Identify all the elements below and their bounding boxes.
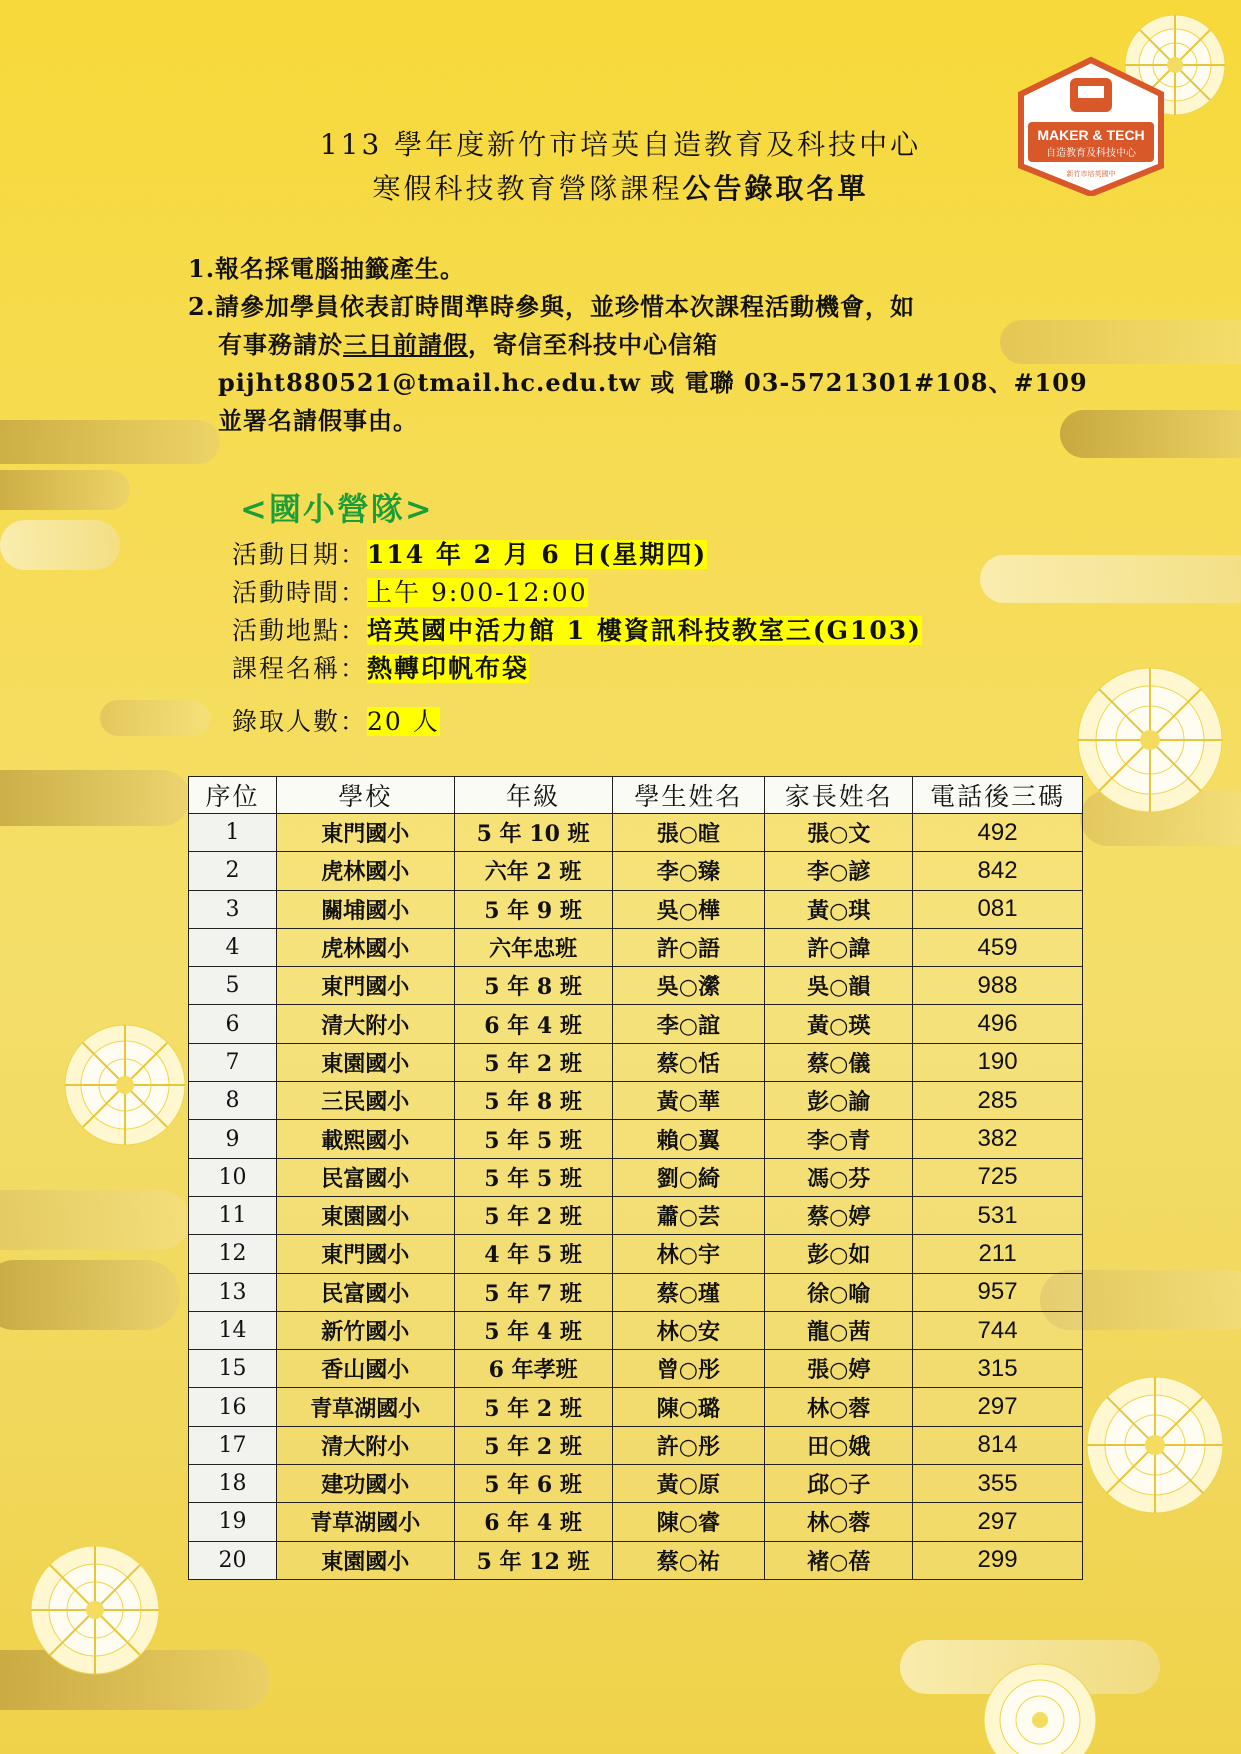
cell-school: 民富國小 [276, 1273, 454, 1311]
table-body [189, 814, 1083, 1580]
cell-parent: 張○文 [765, 814, 913, 852]
cell-parent: 馮○芬 [765, 1158, 913, 1196]
cell-student: 張○暄 [612, 814, 765, 852]
info-time: 活動時間：上午 9:00-12:00 [232, 578, 588, 607]
notice-item-2-line4: 並署名請假事由。 [218, 406, 418, 435]
cell-student: 陳○璐 [612, 1388, 765, 1426]
cell-grade: 5 年 5 班 [454, 1120, 612, 1158]
cell-parent: 龍○茜 [765, 1311, 913, 1349]
cell-student: 陳○睿 [612, 1503, 765, 1541]
cell-student: 吳○樺 [612, 890, 765, 928]
cell-grade: 4 年 5 班 [454, 1235, 612, 1273]
leave-deadline-text: 三日前請假 [343, 330, 468, 359]
table-row [189, 1273, 1083, 1311]
place-value: 培英國中活力館 1 樓資訊科技教室三(G103) [367, 616, 923, 645]
cell-phone: 988 [913, 967, 1083, 1005]
cloud-decoration [0, 770, 190, 826]
cell-school: 東園國小 [276, 1541, 454, 1579]
cell-student: 黃○原 [612, 1465, 765, 1503]
logo-brand-text: MAKER & TECH [1037, 127, 1145, 143]
cloud-decoration [980, 555, 1241, 603]
info-place: 活動地點：培英國中活力館 1 樓資訊科技教室三(G103) [232, 616, 923, 645]
logo-small-text: 新竹市培英國中 [1066, 170, 1116, 178]
cell-rank: 20 [189, 1541, 277, 1579]
col-header: 序位 [189, 777, 277, 814]
cell-parent: 李○諺 [765, 852, 913, 890]
cell-school: 青草湖國小 [276, 1388, 454, 1426]
col-header: 學校 [276, 777, 454, 814]
cell-student: 李○誼 [612, 1005, 765, 1043]
cell-phone: 492 [913, 814, 1083, 852]
cell-rank: 9 [189, 1120, 277, 1158]
cell-rank: 1 [189, 814, 277, 852]
cell-school: 青草湖國小 [276, 1503, 454, 1541]
cell-parent: 許○諱 [765, 928, 913, 966]
chrysanthemum-decoration [60, 1020, 190, 1150]
cell-rank: 5 [189, 967, 277, 1005]
cell-grade: 六年 2 班 [454, 852, 612, 890]
cell-school: 東園國小 [276, 1196, 454, 1234]
cell-student: 劉○綺 [612, 1158, 765, 1196]
cloud-decoration [0, 1260, 180, 1330]
cloud-decoration [1080, 790, 1241, 846]
cell-school: 新竹國小 [276, 1311, 454, 1349]
title-plain: 寒假科技教育營隊課程 [372, 172, 683, 205]
cell-student: 蕭○芸 [612, 1196, 765, 1234]
cell-parent: 黃○瑛 [765, 1005, 913, 1043]
count-value: 20 人 [367, 707, 440, 736]
cell-grade: 5 年 2 班 [454, 1388, 612, 1426]
cell-grade: 5 年 10 班 [454, 814, 612, 852]
info-date: 活動日期：114 年 2 月 6 日(星期四) [232, 540, 708, 569]
cell-student: 黃○華 [612, 1082, 765, 1120]
cell-parent: 李○青 [765, 1120, 913, 1158]
cell-phone: 496 [913, 1005, 1083, 1043]
cell-grade: 5 年 2 班 [454, 1426, 612, 1464]
cell-phone: 211 [913, 1235, 1083, 1273]
cell-grade: 5 年 2 班 [454, 1196, 612, 1234]
cell-rank: 11 [189, 1196, 277, 1234]
cell-student: 曾○彤 [612, 1350, 765, 1388]
time-value: 上午 9:00-12:00 [367, 578, 588, 607]
cell-phone: 315 [913, 1350, 1083, 1388]
table-row [189, 1465, 1083, 1503]
cell-student: 林○宇 [612, 1235, 765, 1273]
table-row [189, 814, 1083, 852]
cloud-decoration [900, 1640, 1160, 1694]
page-title-line1: 113 學年度新竹市培英自造教育及科技中心 [319, 128, 922, 161]
logo-subtitle-text: 自造教育及科技中心 [1046, 148, 1136, 159]
cell-phone: 190 [913, 1043, 1083, 1081]
chrysanthemum-decoration [1080, 1370, 1230, 1520]
cell-phone: 299 [913, 1541, 1083, 1579]
cell-phone: 725 [913, 1158, 1083, 1196]
cell-rank: 12 [189, 1235, 277, 1273]
notice-item-2: 2.請參加學員依表訂時間準時參與，並珍惜本次課程活動機會，如 [188, 292, 916, 321]
cell-rank: 14 [189, 1311, 277, 1349]
course-value: 熱轉印帆布袋 [367, 654, 530, 683]
cell-parent: 張○婷 [765, 1350, 913, 1388]
table-row [189, 852, 1083, 890]
table-row [189, 1005, 1083, 1043]
cell-rank: 10 [189, 1158, 277, 1196]
cell-rank: 2 [189, 852, 277, 890]
cell-phone: 459 [913, 928, 1083, 966]
contact-line[interactable]: pijht880521@tmail.hc.edu.tw 或 電聯 03-5721301#108、#109 [218, 368, 1088, 397]
table-row [189, 1388, 1083, 1426]
cell-school: 三民國小 [276, 1082, 454, 1120]
cell-grade: 5 年 8 班 [454, 967, 612, 1005]
cell-grade: 5 年 5 班 [454, 1158, 612, 1196]
cell-parent: 林○蓉 [765, 1503, 913, 1541]
cell-school: 清大附小 [276, 1426, 454, 1464]
table-row [189, 928, 1083, 966]
cell-school: 虎林國小 [276, 928, 454, 966]
table-row [189, 967, 1083, 1005]
notice-list [188, 250, 1088, 440]
cloud-decoration [0, 420, 220, 464]
cell-grade: 5 年 4 班 [454, 1311, 612, 1349]
cell-rank: 17 [189, 1426, 277, 1464]
cell-student: 蔡○瑾 [612, 1273, 765, 1311]
cell-phone: 842 [913, 852, 1083, 890]
cell-grade: 5 年 12 班 [454, 1541, 612, 1579]
notice-item-1: 1.報名採電腦抽籤產生。 [188, 254, 466, 283]
cell-phone: 957 [913, 1273, 1083, 1311]
cell-phone: 081 [913, 890, 1083, 928]
cell-phone: 814 [913, 1426, 1083, 1464]
cloud-decoration [0, 470, 130, 510]
table-row [189, 1158, 1083, 1196]
cell-student: 許○語 [612, 928, 765, 966]
col-header: 年級 [454, 777, 612, 814]
cell-parent: 田○娥 [765, 1426, 913, 1464]
col-header: 學生姓名 [612, 777, 765, 814]
table-header-row [189, 777, 1083, 814]
col-header: 家長姓名 [765, 777, 913, 814]
cell-rank: 4 [189, 928, 277, 966]
cell-school: 關埔國小 [276, 890, 454, 928]
cell-rank: 16 [189, 1388, 277, 1426]
cell-parent: 吳○韻 [765, 967, 913, 1005]
cell-student: 賴○翼 [612, 1120, 765, 1158]
cell-grade: 5 年 7 班 [454, 1273, 612, 1311]
cell-student: 李○臻 [612, 852, 765, 890]
cloud-decoration [0, 1190, 190, 1250]
table-row [189, 1196, 1083, 1234]
cell-school: 建功國小 [276, 1465, 454, 1503]
cell-phone: 744 [913, 1311, 1083, 1349]
cell-grade: 5 年 2 班 [454, 1043, 612, 1081]
cell-student: 蔡○祐 [612, 1541, 765, 1579]
table-row [189, 1541, 1083, 1579]
cell-rank: 7 [189, 1043, 277, 1081]
title-bold: 公告錄取名單 [682, 172, 869, 205]
table-row [189, 1235, 1083, 1273]
cell-school: 東門國小 [276, 967, 454, 1005]
cell-school: 東門國小 [276, 1235, 454, 1273]
table-row [189, 1311, 1083, 1349]
cell-parent: 蔡○婷 [765, 1196, 913, 1234]
notice-item-2-line2: 有事務請於三日前請假，寄信至科技中心信箱 [218, 330, 718, 359]
cell-rank: 3 [189, 890, 277, 928]
cell-rank: 13 [189, 1273, 277, 1311]
cell-student: 林○安 [612, 1311, 765, 1349]
cell-phone: 297 [913, 1388, 1083, 1426]
cell-school: 香山國小 [276, 1350, 454, 1388]
col-header: 電話後三碼 [913, 777, 1083, 814]
cell-rank: 15 [189, 1350, 277, 1388]
cell-grade: 5 年 6 班 [454, 1465, 612, 1503]
cell-parent: 黃○琪 [765, 890, 913, 928]
cell-parent: 徐○喻 [765, 1273, 913, 1311]
cell-rank: 18 [189, 1465, 277, 1503]
cell-parent: 彭○諭 [765, 1082, 913, 1120]
cell-grade: 5 年 8 班 [454, 1082, 612, 1120]
cloud-decoration [0, 520, 120, 570]
cell-school: 清大附小 [276, 1005, 454, 1043]
table-row [189, 1503, 1083, 1541]
table-row [189, 1082, 1083, 1120]
cell-phone: 531 [913, 1196, 1083, 1234]
cell-parent: 邱○子 [765, 1465, 913, 1503]
cell-school: 虎林國小 [276, 852, 454, 890]
cell-student: 蔡○恬 [612, 1043, 765, 1081]
cell-parent: 蔡○儀 [765, 1043, 913, 1081]
cell-grade: 六年忠班 [454, 928, 612, 966]
cloud-decoration [100, 700, 210, 736]
cell-school: 東門國小 [276, 814, 454, 852]
table-row [189, 1043, 1083, 1081]
admission-table [188, 776, 1083, 1580]
cell-grade: 6 年 4 班 [454, 1503, 612, 1541]
cell-grade: 5 年 9 班 [454, 890, 612, 928]
cell-student: 許○彤 [612, 1426, 765, 1464]
cell-phone: 285 [913, 1082, 1083, 1120]
page-title-line2 [0, 167, 1241, 207]
info-course: 課程名稱：熱轉印帆布袋 [232, 654, 530, 683]
cloud-decoration [0, 1650, 270, 1710]
camp-heading: <國小營隊> [240, 490, 434, 528]
cell-school: 載熙國小 [276, 1120, 454, 1158]
cell-phone: 297 [913, 1503, 1083, 1541]
cell-grade: 6 年 4 班 [454, 1005, 612, 1043]
table-row [189, 890, 1083, 928]
table-row [189, 1350, 1083, 1388]
cell-parent: 彭○如 [765, 1235, 913, 1273]
cell-school: 民富國小 [276, 1158, 454, 1196]
cell-school: 東園國小 [276, 1043, 454, 1081]
table-row [189, 1426, 1083, 1464]
cell-rank: 19 [189, 1503, 277, 1541]
cell-parent: 褚○蓓 [765, 1541, 913, 1579]
cell-phone: 355 [913, 1465, 1083, 1503]
cell-parent: 林○蓉 [765, 1388, 913, 1426]
cell-grade: 6 年孝班 [454, 1350, 612, 1388]
date-value: 114 年 2 月 6 日(星期四) [367, 540, 708, 569]
info-count: 錄取人數：20 人 [232, 707, 440, 736]
table-row [189, 1120, 1083, 1158]
cell-rank: 6 [189, 1005, 277, 1043]
cell-phone: 382 [913, 1120, 1083, 1158]
cell-rank: 8 [189, 1082, 277, 1120]
cell-student: 吳○瀠 [612, 967, 765, 1005]
